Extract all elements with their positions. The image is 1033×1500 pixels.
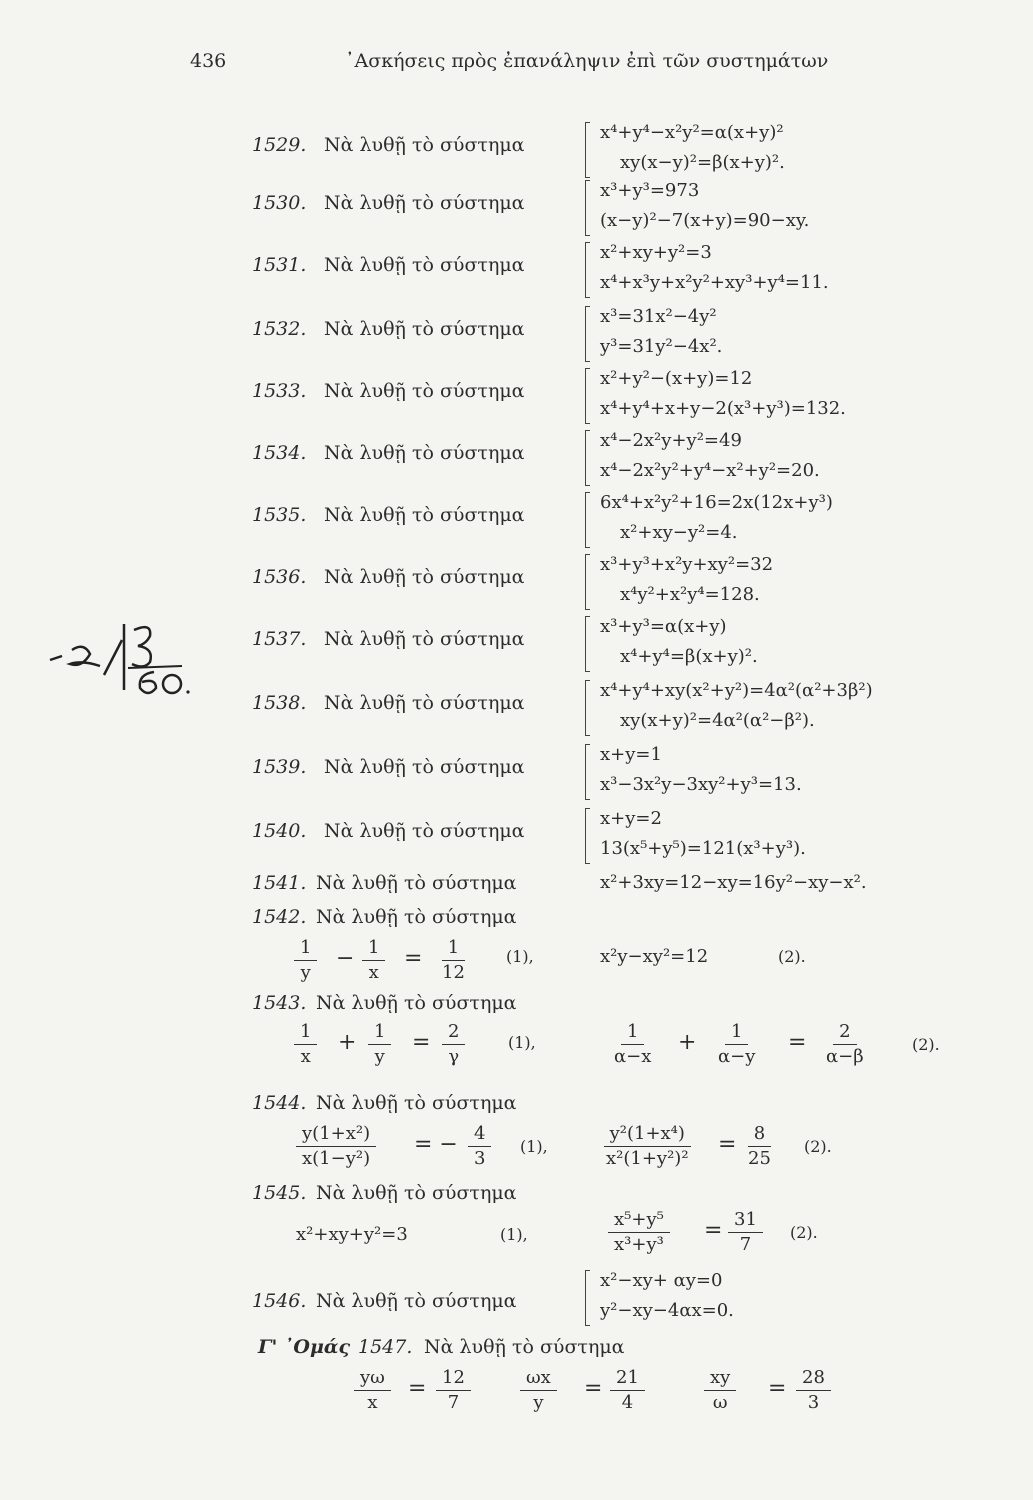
fraction-1544-c: $\frac{\text{y²(1+x⁴)}}{\text{x²(1+y²)²}}$ xyxy=(600,1122,695,1171)
fraction-1547-c-value: $\frac{28}{3}$ xyxy=(796,1366,831,1415)
system-brace xyxy=(585,242,590,298)
problem-label: Νὰ λυθῇ τὸ σύστημα xyxy=(324,134,525,156)
equals-sign: = xyxy=(768,1376,787,1401)
problem-label: Νὰ λυθῇ τὸ σύστημα xyxy=(324,756,525,778)
problem-number-1545: 1545. xyxy=(252,1182,307,1204)
equation: x²+y²−(x+y)=12 xyxy=(600,368,753,389)
fraction-1547-c: $\frac{xy}{\omega}$ xyxy=(704,1366,736,1415)
equation: x³−3x²y−3xy²+y³=13. xyxy=(600,774,802,795)
problem-number: 1538. xyxy=(252,692,307,714)
equation-1545-1: x²+xy+y²=3 xyxy=(296,1224,408,1245)
problem-label-1546: Νὰ λυθῇ τὸ σύστημα xyxy=(316,1290,517,1312)
problem-number: 1539. xyxy=(252,756,307,778)
system-brace xyxy=(585,306,590,362)
fraction-1545-a: $\frac{\text{x⁵+y⁵}}{\text{x³+y³}}$ xyxy=(608,1208,670,1257)
equation: 13(x⁵+y⁵)=121(x³+y³). xyxy=(600,838,806,859)
equation: x³=31x²−4y² xyxy=(600,306,717,327)
problem-number: 1532. xyxy=(252,318,307,340)
problem-number: 1535. xyxy=(252,504,307,526)
problem-label-1545: Νὰ λυθῇ τὸ σύστημα xyxy=(316,1182,517,1204)
equation-1546-2: y²−xy−4αx=0. xyxy=(600,1300,734,1321)
equation: x³+y³=973 xyxy=(600,180,700,201)
tag-1545-2: (2). xyxy=(790,1223,818,1242)
equation: x⁴+y⁴+xy(x²+y²)=4α²(α²+3β²) xyxy=(600,680,873,701)
system-brace xyxy=(585,180,590,236)
problem-number: 1537. xyxy=(252,628,307,650)
fraction-1542-c: $\frac{1}{12}$ xyxy=(442,937,465,983)
system-brace xyxy=(585,808,590,864)
tag-1544-1: (1), xyxy=(520,1137,548,1156)
equals-sign: = xyxy=(718,1132,737,1157)
tag-1544-2: (2). xyxy=(804,1137,832,1156)
problem-label: Νὰ λυθῇ τὸ σύστημα xyxy=(324,192,525,214)
system-brace xyxy=(585,492,590,548)
problem-number-1542: 1542. xyxy=(252,906,307,928)
equals-sign: = xyxy=(584,1376,603,1401)
running-title: ᾿Ασκήσεις πρὸς ἐπανάληψιν ἐπὶ τῶν συστημάτων xyxy=(345,50,829,72)
equals-sign: = xyxy=(408,1376,427,1401)
equation: xy(x−y)²=β(x+y)². xyxy=(620,152,785,173)
tag-1542-2: (2). xyxy=(778,947,806,966)
fraction-1543-b: $\frac{1}{y}$ xyxy=(368,1020,391,1069)
problem-label-1543: Νὰ λυθῇ τὸ σύστημα xyxy=(316,992,517,1014)
fraction-1547-b: $\frac{\omega x}{y}$ xyxy=(520,1366,557,1415)
handwritten-margin-note xyxy=(42,620,212,700)
problem-number-1543: 1543. xyxy=(252,992,307,1014)
fraction-1544-b: $\frac{4}{3}$ xyxy=(468,1122,491,1171)
plus-sign: + xyxy=(338,1030,357,1055)
fraction-1545-b: $\frac{31}{7}$ xyxy=(728,1208,763,1257)
problem-number: 1529. xyxy=(252,134,307,156)
problem-label: Νὰ λυθῇ τὸ σύστημα xyxy=(324,318,525,340)
system-brace xyxy=(585,680,590,736)
fraction-1544-d: $\frac{8}{25}$ xyxy=(748,1123,771,1169)
equation: y³=31y²−4x². xyxy=(600,336,723,357)
system-brace xyxy=(585,616,590,672)
problem-number: 1530. xyxy=(252,192,307,214)
problem-label-1544: Νὰ λυθῇ τὸ σύστημα xyxy=(316,1092,517,1114)
equation: 6x⁴+x²y²+16=2x(12x+y³) xyxy=(600,492,833,513)
plus-sign: + xyxy=(678,1030,697,1055)
group-heading: Γ' ᾿Ομάς xyxy=(258,1336,351,1358)
equation: xy(x+y)²=4α²(α²−β²). xyxy=(620,710,815,731)
problem-label: Νὰ λυθῇ τὸ σύστημα xyxy=(324,628,525,650)
tag-1543-1: (1), xyxy=(508,1033,536,1052)
equation: x³+y³=α(x+y) xyxy=(600,616,727,637)
problem-number: 1531. xyxy=(252,254,307,276)
tag-1543-2: (2). xyxy=(912,1035,940,1054)
page-number: 436 xyxy=(190,50,227,72)
equation: x²+xy+y²=3 xyxy=(600,242,712,263)
fraction-1542-a: $\frac{1}{y}$ xyxy=(294,936,317,985)
problem-label-1541: Νὰ λυθῇ τὸ σύστημα xyxy=(316,872,517,894)
equation: x²+xy−y²=4. xyxy=(620,522,738,543)
problem-number-1547: 1547. xyxy=(358,1336,413,1358)
tag-1545-1: (1), xyxy=(500,1225,528,1244)
system-brace xyxy=(585,122,590,178)
problem-number: 1534. xyxy=(252,442,307,464)
equation: x⁴+y⁴+x+y−2(x³+y³)=132. xyxy=(600,398,846,419)
problem-label-1542: Νὰ λυθῇ τὸ σύστημα xyxy=(316,906,517,928)
equation: x+y=2 xyxy=(600,808,662,829)
system-brace xyxy=(585,1270,590,1326)
tag-1542-1: (1), xyxy=(506,947,534,966)
equation: (x−y)²−7(x+y)=90−xy. xyxy=(600,210,810,231)
fraction-1543-a: $\frac{1}{x}$ xyxy=(294,1020,317,1069)
problem-label: Νὰ λυθῇ τὸ σύστημα xyxy=(324,820,525,842)
equation: x⁴y²+x²y⁴=128. xyxy=(620,584,760,605)
problem-label: Νὰ λυθῇ τὸ σύστημα xyxy=(324,380,525,402)
equation: x⁴−2x²y+y²=49 xyxy=(600,430,742,451)
system-brace xyxy=(585,368,590,424)
problem-label: Νὰ λυθῇ τὸ σύστημα xyxy=(324,504,525,526)
equation: x⁴+y⁴=β(x+y)². xyxy=(620,646,758,667)
equals-sign: = − xyxy=(414,1132,458,1157)
fraction-1542-b: $\frac{1}{x}$ xyxy=(362,936,385,985)
fraction-1543-c: $\frac{2}{\gamma}$ xyxy=(442,1020,465,1069)
equals-sign: = xyxy=(412,1030,431,1055)
system-brace xyxy=(585,744,590,800)
equation: x³+y³+x²y+xy²=32 xyxy=(600,554,774,575)
problem-label: Νὰ λυθῇ τὸ σύστημα xyxy=(324,692,525,714)
equation: x⁴+y⁴−x²y²=α(x+y)² xyxy=(600,122,784,143)
equation: x⁴−2x²y²+y⁴−x²+y²=20. xyxy=(600,460,820,481)
fraction-1547-b-value: $\frac{21}{4}$ xyxy=(610,1366,645,1415)
problem-label-1547: Νὰ λυθῇ τὸ σύστημα xyxy=(424,1336,625,1358)
system-brace xyxy=(585,430,590,486)
equals-sign: = xyxy=(788,1030,807,1055)
equation-1541: x²+3xy=12−xy=16y²−xy−x². xyxy=(600,872,867,893)
equation-1542-2: x²y−xy²=12 xyxy=(600,946,709,967)
problem-number-1541: 1541. xyxy=(252,872,307,894)
equation-1546-1: x²−xy+ αy=0 xyxy=(600,1270,723,1291)
equals-sign: = xyxy=(404,946,423,971)
problem-number-1546: 1546. xyxy=(252,1290,307,1312)
fraction-1547-a: $\frac{y\omega}{x}$ xyxy=(354,1366,391,1415)
equation: x⁴+x³y+x²y²+xy³+y⁴=11. xyxy=(600,272,829,293)
equals-sign: = xyxy=(704,1218,723,1243)
problem-number-1544: 1544. xyxy=(252,1092,307,1114)
system-brace xyxy=(585,554,590,610)
problem-number: 1536. xyxy=(252,566,307,588)
minus-sign: − xyxy=(336,946,355,971)
problem-number: 1540. xyxy=(252,820,307,842)
fraction-1543-f: $\frac{2}{\alpha-\beta}$ xyxy=(826,1021,864,1067)
fraction-1544-a: $\frac{\text{y(1+x²)}}{\text{x(1−y²)}}$ xyxy=(296,1122,376,1171)
fraction-1543-e: $\frac{1}{\alpha-y}$ xyxy=(718,1021,756,1067)
fraction-1547-a-value: $\frac{12}{7}$ xyxy=(436,1366,471,1415)
problem-label: Νὰ λυθῇ τὸ σύστημα xyxy=(324,566,525,588)
equation: x+y=1 xyxy=(600,744,662,765)
fraction-1543-d: $\frac{1}{\alpha-x}$ xyxy=(614,1021,652,1067)
problem-label: Νὰ λυθῇ τὸ σύστημα xyxy=(324,254,525,276)
problem-label: Νὰ λυθῇ τὸ σύστημα xyxy=(324,442,525,464)
problem-number: 1533. xyxy=(252,380,307,402)
